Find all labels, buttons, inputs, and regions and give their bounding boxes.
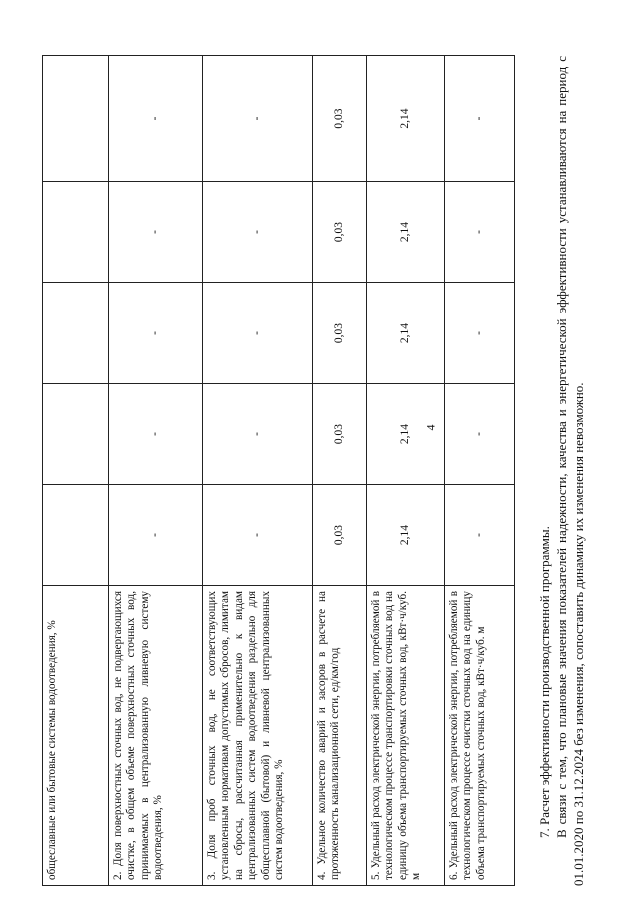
row-value: 2,14 xyxy=(367,56,445,182)
row-label: общеславные или бытовые системы водоотведения, % xyxy=(43,586,109,886)
row-label: 6. Удельный расход электрической энергии, потребляемой в технологическом процессе очистки сточных вод на единицу объема транспортируемых сточных вод, кВт·ч/куб. м xyxy=(445,586,515,886)
indicators-table xyxy=(42,55,515,886)
table-row xyxy=(203,56,313,886)
row-value xyxy=(43,485,109,586)
page-number: 4 xyxy=(423,424,438,431)
row-value: - xyxy=(203,56,313,182)
row-value: - xyxy=(109,283,203,384)
rotated-page-content xyxy=(42,46,602,886)
row-value xyxy=(43,182,109,283)
row-value xyxy=(43,56,109,182)
section-paragraph: В связи с тем, что плановые значения показателей надежности, качества и энергетической эффективности устанавливаются на период с 01.01.2020 по 31.12.2024 без изменения, сопоставить динамику их изменения невозможно. xyxy=(554,56,586,886)
table-row xyxy=(109,56,203,886)
row-value: - xyxy=(445,56,515,182)
row-value: - xyxy=(445,384,515,485)
row-value: - xyxy=(109,56,203,182)
table-row xyxy=(445,56,515,886)
row-value: 2,14 xyxy=(367,283,445,384)
row-value: 0,03 xyxy=(313,485,367,586)
row-value: - xyxy=(109,182,203,283)
row-label: 4. Удельное количество аварий и засоров в расчете на протяженность канализационной сети, ед/км/год xyxy=(313,586,367,886)
row-value: - xyxy=(109,384,203,485)
table-row xyxy=(313,56,367,886)
section-7 xyxy=(536,56,587,886)
row-value: 2,14 xyxy=(367,384,445,485)
row-label: 2. Доля поверхностных сточных вод, не подвергающихся очистке, в общем объеме поверхностных сточных вод, принимаемых в централизованную ливневую систему водоотведения, % xyxy=(109,586,203,886)
section-heading: 7. Расчет эффективности производственной программы. xyxy=(537,526,552,838)
row-value: - xyxy=(203,283,313,384)
row-value xyxy=(43,283,109,384)
row-value: - xyxy=(445,485,515,586)
row-value: - xyxy=(445,283,515,384)
row-label: 3. Доля проб сточных вод, не соответствующих установленным нормативам допустимых сбросов, лимитам на сбросы, рассчитанная применительно к видам централизованных систем водоотведения раздельно для общесплавной (бытовой) и ливневой централизованных систем водоотведения, % xyxy=(203,586,313,886)
row-value: - xyxy=(445,182,515,283)
row-value: 0,03 xyxy=(313,56,367,182)
row-value: - xyxy=(203,182,313,283)
row-value: - xyxy=(109,485,203,586)
row-value: 2,14 xyxy=(367,485,445,586)
row-value xyxy=(43,384,109,485)
row-value: 0,03 xyxy=(313,182,367,283)
row-label: 5. Удельный расход электрической энергии, потребляемой в технологическом процессе транспортировки сточных вод на единицу объема транспортируемых сточных вод, кВт·ч/куб. м xyxy=(367,586,445,886)
table-row xyxy=(43,56,109,886)
row-value: 0,03 xyxy=(313,283,367,384)
row-value: - xyxy=(203,485,313,586)
row-value: 0,03 xyxy=(313,384,367,485)
row-value: 2,14 xyxy=(367,182,445,283)
table-row xyxy=(367,56,445,886)
row-value: - xyxy=(203,384,313,485)
